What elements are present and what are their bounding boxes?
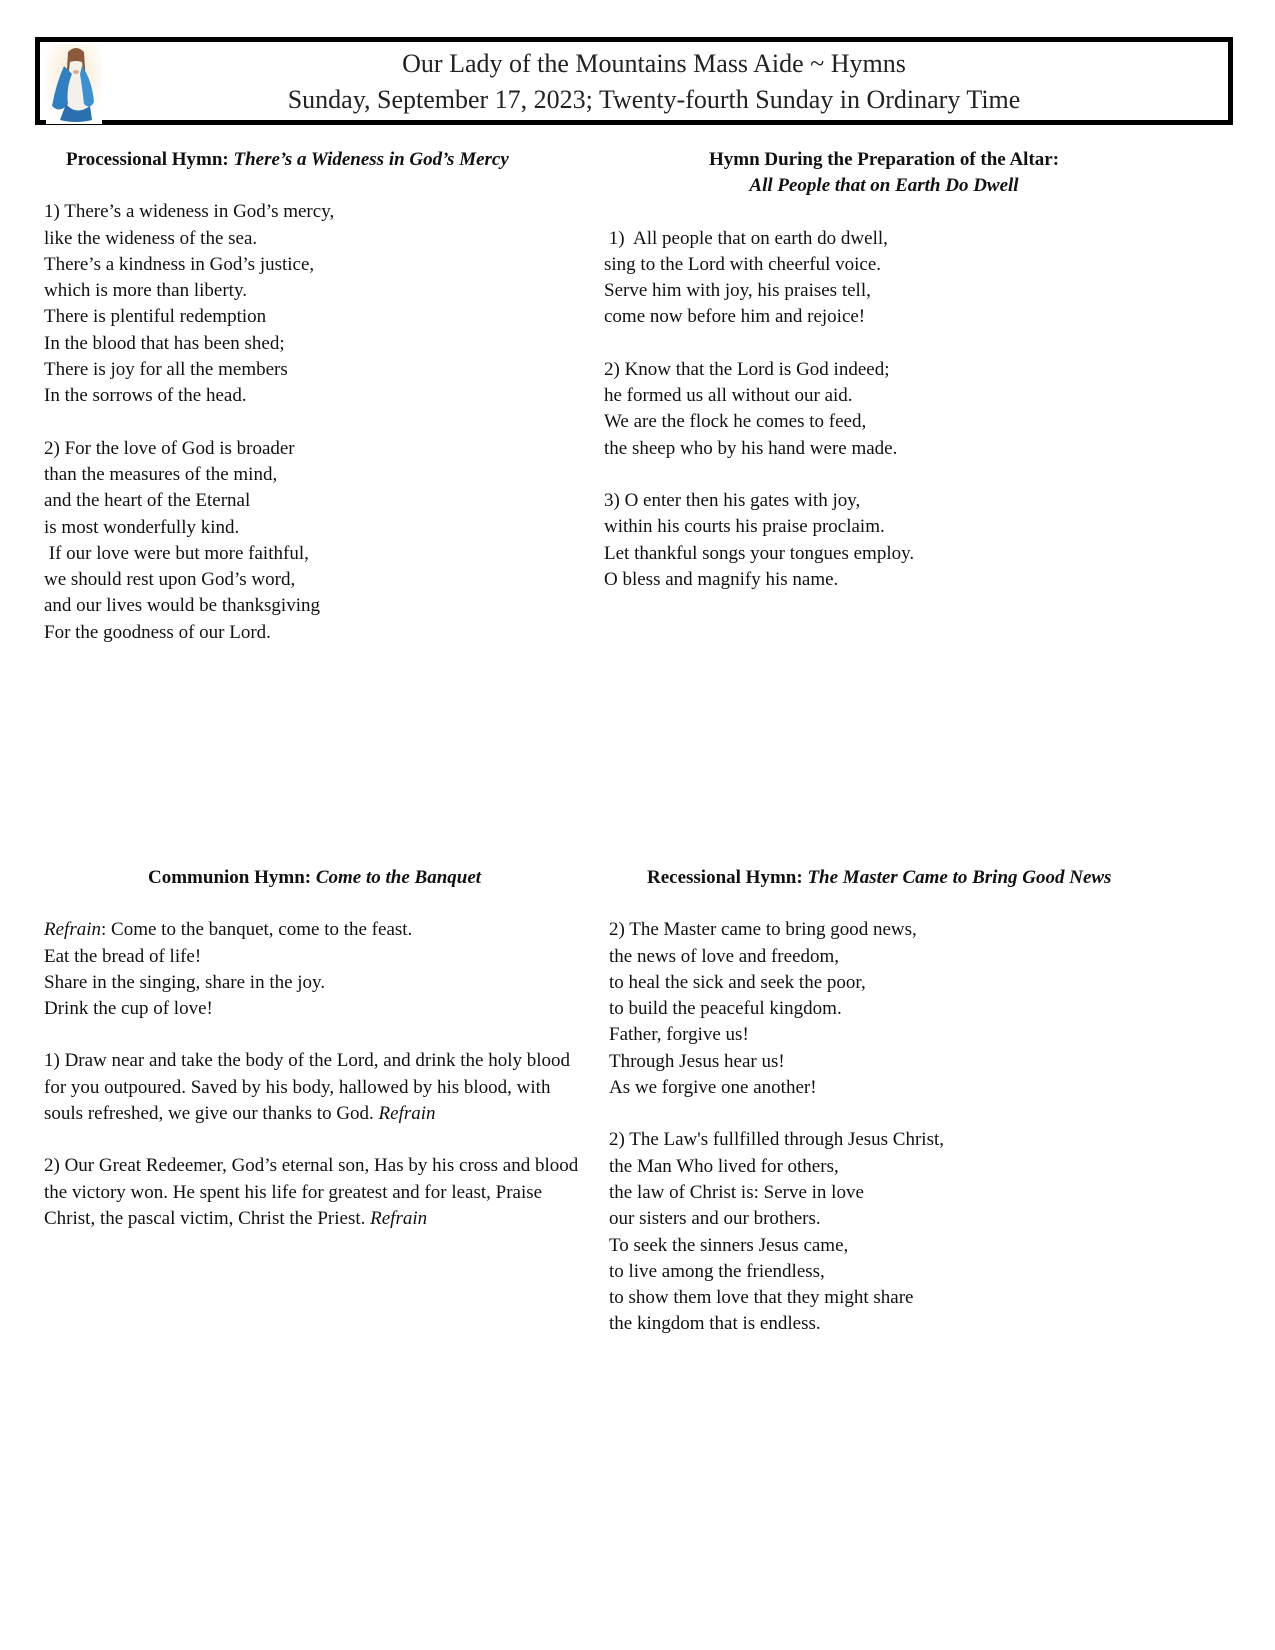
verse-line: There is plentiful redemption bbox=[44, 306, 267, 328]
verse-line: There’s a kindness in God’s justice, bbox=[44, 253, 315, 275]
verse-line: come now before him and rejoice! bbox=[604, 306, 866, 328]
verse-line: our sisters and our brothers. bbox=[609, 1208, 821, 1230]
verse-line: the kingdom that is endless. bbox=[609, 1313, 821, 1335]
verse-line: like the wideness of the sea. bbox=[44, 227, 258, 249]
verse-line: There is joy for all the members bbox=[44, 359, 288, 381]
verse-line: 1) There’s a wideness in God’s mercy, bbox=[44, 201, 335, 223]
refrain-line bbox=[44, 917, 604, 943]
preparation-label: Hymn During the Preparation of the Altar: bbox=[708, 149, 1060, 170]
verse-line: we should rest upon God’s word, bbox=[44, 569, 296, 591]
verse-line: 2) For the love of God is broader bbox=[44, 437, 295, 459]
communion-title: Come to the Banquet bbox=[315, 867, 482, 888]
verse-line: to build the peaceful kingdom. bbox=[609, 998, 842, 1020]
header-title bbox=[40, 46, 1228, 118]
communion-verse-1 bbox=[44, 1048, 589, 1127]
preparation-verse-2 bbox=[604, 357, 1224, 462]
verse-line: the sheep who by his hand were made. bbox=[604, 437, 898, 459]
preparation-verse-1 bbox=[604, 226, 1224, 331]
verse-line: the Man Who lived for others, bbox=[609, 1155, 839, 1177]
processional-heading bbox=[44, 147, 604, 173]
verse-line: Let thankful songs your tongues employ. bbox=[604, 542, 915, 564]
verse-line: In the sorrows of the head. bbox=[44, 385, 247, 407]
verse-line: to live among the friendless, bbox=[609, 1260, 825, 1282]
preparation-hymn bbox=[604, 147, 1224, 593]
refrain-marker: Refrain bbox=[370, 1207, 428, 1229]
verse-line: For the goodness of our Lord. bbox=[44, 621, 271, 643]
communion-verse-2 bbox=[44, 1153, 589, 1232]
verse-line: and the heart of the Eternal bbox=[44, 490, 251, 512]
communion-heading bbox=[44, 865, 604, 891]
preparation-verse-3 bbox=[604, 488, 1224, 593]
verse-line: and our lives would be thanksgiving bbox=[44, 595, 320, 617]
verse-line: to show them love that they might share bbox=[609, 1287, 914, 1309]
verse-line: Serve him with joy, his praises tell, bbox=[604, 280, 871, 302]
verse-line: O bless and magnify his name. bbox=[604, 568, 839, 590]
refrain-line: Share in the singing, share in the joy. bbox=[44, 971, 326, 993]
processional-label: Processional Hymn: bbox=[66, 149, 234, 170]
verse-line: to heal the sick and seek the poor, bbox=[609, 971, 866, 993]
verse-line: 3) O enter then his gates with joy, bbox=[604, 489, 861, 511]
verse-line: is most wonderfully kind. bbox=[44, 516, 240, 538]
communion-verse-2-text: 2) Our Great Redeemer, God’s eternal son, Has by his cross and blood the victory won. He spent his life for greatest and for least, Praise Christ, the pascal victim, Christ the Priest. bbox=[44, 1155, 579, 1229]
verse-line: within his courts his praise proclaim. bbox=[604, 516, 885, 538]
preparation-title: All People that on Earth Do Dwell bbox=[749, 175, 1019, 197]
processional-hymn bbox=[44, 147, 604, 646]
communion-verse-1-text: 1) Draw near and take the body of the Lord, and drink the holy blood for you outpoured. Saved by his body, hallowed by his blood, with souls refreshed, we give our thanks to God. bbox=[44, 1050, 571, 1125]
verse-line: he formed us all without our aid. bbox=[604, 385, 853, 407]
verse-line: the news of love and freedom, bbox=[609, 945, 840, 967]
verse-line: As we forgive one another! bbox=[609, 1077, 817, 1099]
verse-line: Through Jesus hear us! bbox=[609, 1050, 785, 1072]
verse-line: Father, forgive us! bbox=[609, 1024, 749, 1046]
page-header bbox=[35, 37, 1233, 125]
header-line-2: Sunday, September 17, 2023; Twenty-fourth Sunday in Ordinary Time bbox=[287, 85, 1021, 114]
refrain-first-line: : Come to the banquet, come to the feast. bbox=[101, 919, 413, 941]
communion-hymn bbox=[44, 865, 604, 1232]
processional-verse-2 bbox=[44, 436, 604, 646]
verse-line: To seek the sinners Jesus came, bbox=[609, 1234, 849, 1256]
processional-verse-1 bbox=[44, 199, 604, 409]
communion-verse-text bbox=[44, 1048, 589, 1127]
header-line-1: Our Lady of the Mountains Mass Aide ~ Hymns bbox=[402, 49, 906, 78]
recessional-title: The Master Came to Bring Good News bbox=[807, 867, 1112, 888]
refrain-marker: Refrain bbox=[378, 1103, 436, 1125]
recessional-hymn bbox=[609, 865, 1229, 1338]
communion-verse-text bbox=[44, 1153, 589, 1232]
recessional-verse-2 bbox=[609, 1127, 1229, 1337]
processional-title: There’s a Wideness in God’s Mercy bbox=[233, 149, 509, 170]
preparation-heading bbox=[604, 147, 1164, 200]
refrain-label: Refrain bbox=[44, 919, 101, 941]
verse-line: If our love were but more faithful, bbox=[44, 542, 309, 564]
verse-line: We are the flock he comes to feed, bbox=[604, 411, 867, 433]
verse-line: sing to the Lord with cheerful voice. bbox=[604, 253, 882, 275]
verse-line: the law of Christ is: Serve in love bbox=[609, 1181, 864, 1203]
refrain-line: Eat the bread of life! bbox=[44, 945, 202, 967]
recessional-heading bbox=[609, 865, 1229, 891]
recessional-verse-1 bbox=[609, 917, 1229, 1101]
verse-line: which is more than liberty. bbox=[44, 280, 247, 302]
verse-line: 1) All people that on earth do dwell, bbox=[604, 227, 888, 249]
refrain-line: Drink the cup of love! bbox=[44, 998, 213, 1020]
verse-line: 2) The Master came to bring good news, bbox=[609, 919, 917, 941]
communion-label: Communion Hymn: bbox=[148, 867, 316, 888]
verse-line: 2) Know that the Lord is God indeed; bbox=[604, 358, 890, 380]
verse-line: In the blood that has been shed; bbox=[44, 332, 285, 354]
recessional-label: Recessional Hymn: bbox=[647, 867, 808, 888]
verse-line: 2) The Law's fullfilled through Jesus Christ, bbox=[609, 1129, 945, 1151]
communion-refrain bbox=[44, 917, 604, 1022]
verse-line: than the measures of the mind, bbox=[44, 463, 278, 485]
